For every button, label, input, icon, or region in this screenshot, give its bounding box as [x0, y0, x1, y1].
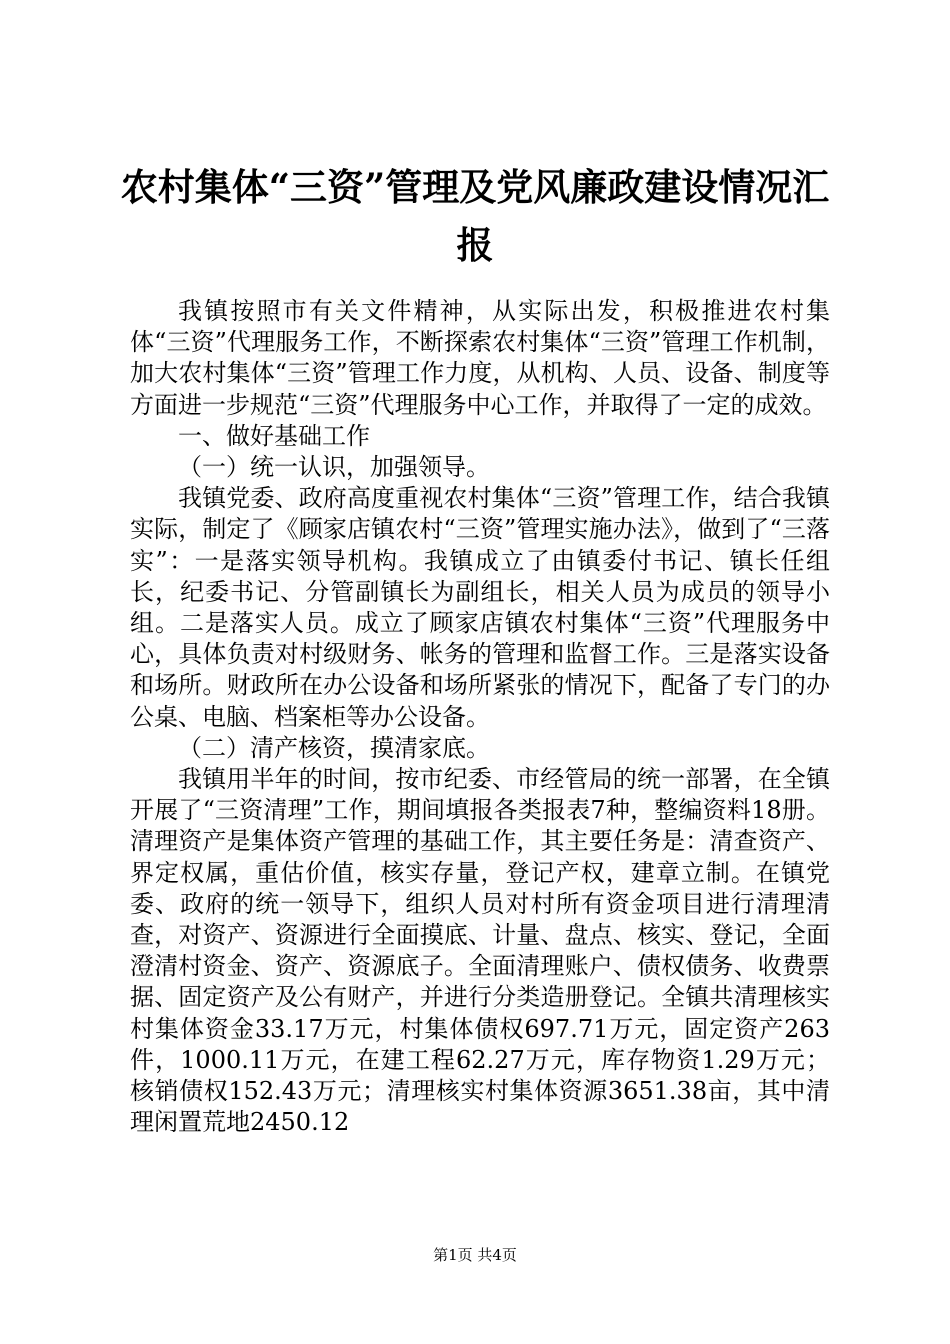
section-heading-1: 一、做好基础工作: [178, 421, 370, 450]
paragraph-intro: 我镇按照市有关文件精神，从实际出发，积极推进农村集体“三资”代理服务工作，不断探索农村集体“三资”管理工作机制，加大农村集体“三资”管理工作力度，从机构、人员、设备、制度等方面进一步规范“三资”代理服务中心工作，并取得了一定的成效。: [130, 297, 830, 419]
document-title: 农村集体“三资”管理及党风廉政建设情况汇报: [120, 165, 830, 267]
subsection-heading-2: （二）清产核资，摸清家底。: [178, 733, 490, 762]
paragraph-leadership: 我镇党委、政府高度重视农村集体“三资”管理工作，结合我镇实际，制定了《顾家店镇农村“三资”管理实施办法》，做到了“三落实”：一是落实领导机构。我镇成立了由镇委付书记、镇长任组长，纪委书记、分管副镇长为副组长，相关人员为成员的领导小组。二是落实人员。成立了顾家店镇农村集体“三资”代理服务中心，具体负责对村级财务、帐务的管理和监督工作。三是落实设备和场所。财政所在办公设备和场所紧张的情况下，配备了专门的办公桌、电脑、档案柜等办公设备。: [130, 484, 830, 731]
subsection-heading-1: （一）统一认识，加强领导。: [178, 453, 490, 482]
page-number-footer: 第1页 共4页: [433, 1246, 517, 1264]
document-body: [130, 296, 830, 1138]
paragraph-asset-audit: 我镇用半年的时间，按市纪委、市经管局的统一部署，在全镇开展了“三资清理”工作，期间填报各类报表7种，整编资料18册。清理资产是集体资产管理的基础工作，其主要任务是：清查资产、界定权属，重估价值，核实存量，登记产权，建章立制。在镇党委、政府的统一领导下，组织人员对村所有资金项目进行清理清查，对资产、资源进行全面摸底、计量、盘点、核实、登记，全面澄清村资金、资产、资源底子。全面清理账户、债权债务、收费票据、固定资产及公有财产，并进行分类造册登记。全镇共清理核实村集体资金33.17万元，村集体债权697.71万元，固定资产263件，1000.11万元，在建工程62.27万元，库存物资1.29万元；核销债权152.43万元；清理核实村集体资源3651.38亩，其中清理闲置荒地2450.12: [130, 765, 830, 1137]
